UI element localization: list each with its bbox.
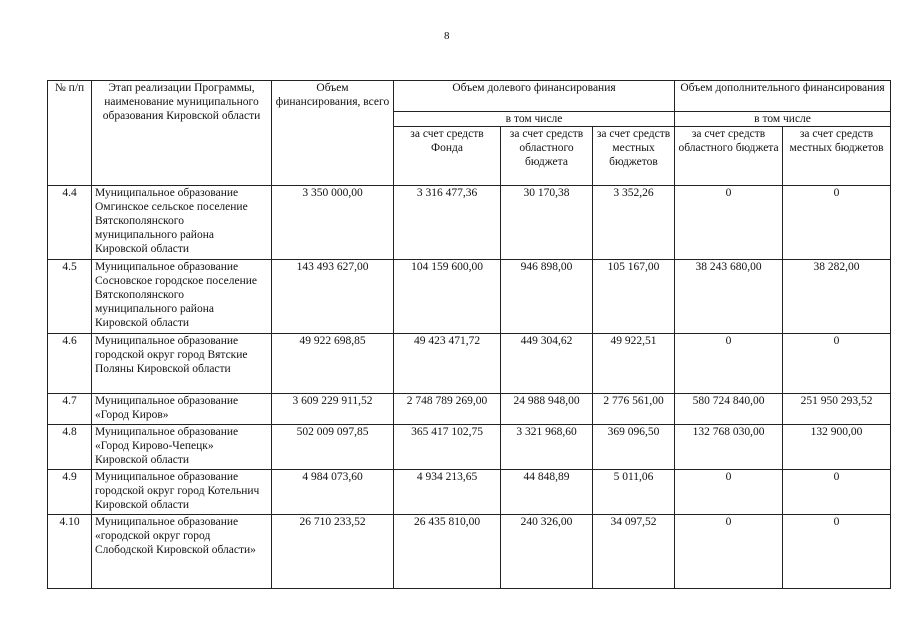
header-stage: Этап реализации Программы, наименование муниципального образования Кировской области [92, 81, 272, 186]
row-num: 4.6 [48, 334, 92, 394]
header-add-local: за счет средств местных бюджетов [783, 127, 891, 186]
row-name: Муниципальное образование городской округ город Котельнич Кировской области [92, 470, 272, 515]
header-regional: за счет средств областного бюджета [501, 127, 593, 186]
row-add-local: 0 [783, 470, 891, 515]
row-total: 49 922 698,85 [272, 334, 394, 394]
row-regional: 44 848,89 [501, 470, 593, 515]
row-name: Муниципальное образование Сосновское городское поселение Вятскополянского муниципального района Кировской области [92, 260, 272, 334]
header-additional: Объем дополнительного финансирования [675, 81, 891, 112]
row-local: 3 352,26 [593, 186, 675, 260]
table-row [48, 470, 891, 515]
row-num: 4.7 [48, 394, 92, 425]
row-add-regional: 0 [675, 186, 783, 260]
row-add-local: 0 [783, 186, 891, 260]
row-regional: 3 321 968,60 [501, 425, 593, 470]
table-row [48, 515, 891, 589]
table-row [48, 425, 891, 470]
row-name: Муниципальное образование Омгинское сельское поселение Вятскополянского муниципального района Кировской области [92, 186, 272, 260]
table-row [48, 334, 891, 394]
row-fund: 26 435 810,00 [394, 515, 501, 589]
header-shared: Объем долевого финансирования [394, 81, 675, 112]
row-total: 26 710 233,52 [272, 515, 394, 589]
row-name: Муниципальное образование городской округ город Вятские Поляны Кировской области [92, 334, 272, 394]
header-num: № п/п [48, 81, 92, 186]
row-add-regional: 132 768 030,00 [675, 425, 783, 470]
row-add-regional: 38 243 680,00 [675, 260, 783, 334]
row-add-local: 0 [783, 334, 891, 394]
row-regional: 946 898,00 [501, 260, 593, 334]
row-add-local: 251 950 293,52 [783, 394, 891, 425]
row-regional: 240 326,00 [501, 515, 593, 589]
row-total: 4 984 073,60 [272, 470, 394, 515]
row-add-local: 0 [783, 515, 891, 589]
header-add-regional: за счет средств областного бюджета [675, 127, 783, 186]
row-local: 105 167,00 [593, 260, 675, 334]
row-add-local: 132 900,00 [783, 425, 891, 470]
row-fund: 49 423 471,72 [394, 334, 501, 394]
row-total: 3 350 000,00 [272, 186, 394, 260]
row-add-regional: 0 [675, 515, 783, 589]
header-incl-shared: в том числе [394, 112, 675, 127]
row-regional: 24 988 948,00 [501, 394, 593, 425]
row-num: 4.4 [48, 186, 92, 260]
row-name: Муниципальное образование «городской округ город Слободской Кировской области» [92, 515, 272, 589]
table-row [48, 186, 891, 260]
row-local: 34 097,52 [593, 515, 675, 589]
row-num: 4.8 [48, 425, 92, 470]
row-num: 4.9 [48, 470, 92, 515]
row-fund: 4 934 213,65 [394, 470, 501, 515]
row-num: 4.5 [48, 260, 92, 334]
header-incl-additional: в том числе [675, 112, 891, 127]
row-regional: 449 304,62 [501, 334, 593, 394]
row-name: Муниципальное образование «Город Кирово-Чепецк» Кировской области [92, 425, 272, 470]
row-fund: 2 748 789 269,00 [394, 394, 501, 425]
row-name: Муниципальное образование «Город Киров» [92, 394, 272, 425]
page-number: 8 [444, 30, 450, 42]
row-add-regional: 580 724 840,00 [675, 394, 783, 425]
table-row [48, 260, 891, 334]
row-total: 143 493 627,00 [272, 260, 394, 334]
row-fund: 365 417 102,75 [394, 425, 501, 470]
row-local: 2 776 561,00 [593, 394, 675, 425]
table-row [48, 394, 891, 425]
row-add-local: 38 282,00 [783, 260, 891, 334]
row-total: 3 609 229 911,52 [272, 394, 394, 425]
row-total: 502 009 097,85 [272, 425, 394, 470]
header-total: Объем финансирования, всего [272, 81, 394, 186]
financing-table [47, 80, 891, 589]
row-num: 4.10 [48, 515, 92, 589]
row-fund: 3 316 477,36 [394, 186, 501, 260]
row-local: 49 922,51 [593, 334, 675, 394]
header-local: за счет средств местных бюджетов [593, 127, 675, 186]
row-local: 5 011,06 [593, 470, 675, 515]
header-fund: за счет средств Фонда [394, 127, 501, 186]
row-local: 369 096,50 [593, 425, 675, 470]
row-regional: 30 170,38 [501, 186, 593, 260]
row-add-regional: 0 [675, 334, 783, 394]
row-fund: 104 159 600,00 [394, 260, 501, 334]
row-add-regional: 0 [675, 470, 783, 515]
